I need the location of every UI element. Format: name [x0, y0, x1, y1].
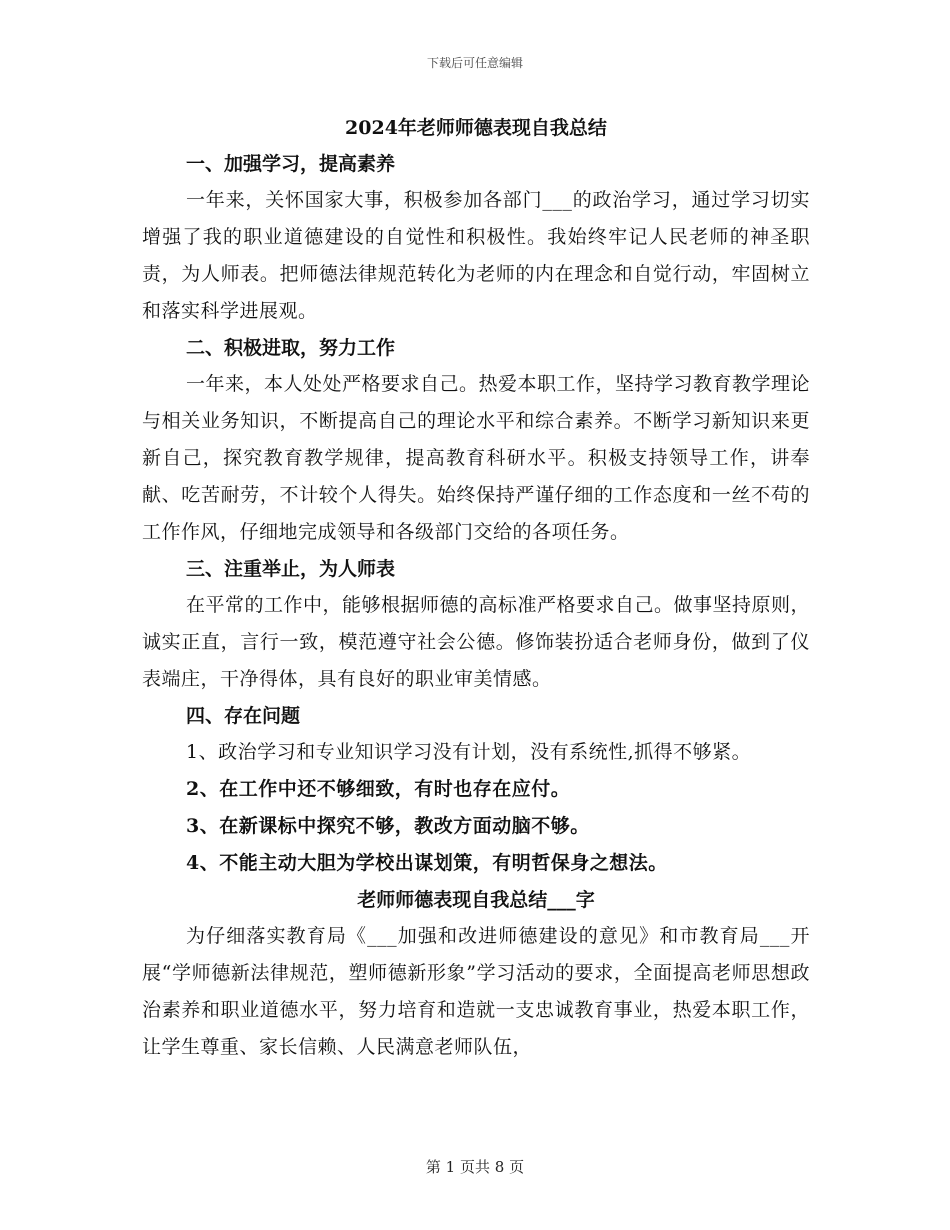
section-heading-1: 一、加强学习，提高素养	[186, 153, 396, 175]
section-heading-2: 二、积极进取，努力工作	[186, 337, 396, 359]
document-title: 2024年老师师德表现自我总结	[345, 117, 607, 139]
closing-paragraph: 为仔细落实教育局《___加强和改进师德建设的意见》和市教育局___开展“学师德新法律规范，塑师德新形象”学习活动的要求，全面提高老师思想政治素养和职业道德水平，努力培育和造就一支忠诚教育事业，热爱本职工作，让学生尊重、家长信赖、人民满意老师队伍，	[142, 925, 810, 1058]
section-heading-3: 三、注重举止，为人师表	[186, 558, 396, 580]
document-body	[142, 110, 810, 1066]
header-note: 下载后可任意编辑	[426, 56, 523, 70]
problems-heading: 四、存在问题	[186, 705, 301, 727]
problem-item-3: 3、在新课标中探究不够，教改方面动脑不够。	[186, 815, 590, 837]
page-number-footer: 第 1 页共 8 页	[425, 1158, 525, 1176]
section-paragraph-3: 在平常的工作中，能够根据师德的高标准严格要求自己。做事坚持原则，诚实正直，言行一致，模范遵守社会公德。修饰装扮适合老师身份，做到了仪表端庄，干净得体，具有良好的职业审美情感。	[142, 594, 811, 690]
problem-item-1: 1、政治学习和专业知识学习没有计划，没有系统性,抓得不够紧。	[186, 741, 752, 763]
problem-item-2: 2、在工作中还不够细致，有时也存在应付。	[186, 778, 571, 800]
section-paragraph-2: 一年来，本人处处严格要求自己。热爱本职工作，坚持学习教育教学理论与相关业务知识，不断提高自己的理论水平和综合素养。不断学习新知识来更新自己，探究教育教学规律，提高教育科研水平。积极支持领导工作，讲奉献、吃苦耐劳，不计较个人得失。始终保持严谨仔细的工作态度和一丝不苟的工作作风，仔细地完成领导和各级部门交给的各项任务。	[142, 373, 811, 543]
document-subtitle: 老师师德表现自我总结___字	[357, 889, 595, 911]
problem-item-4: 4、不能主动大胆为学校出谋划策，有明哲保身之想法。	[186, 852, 668, 874]
section-paragraph-1: 一年来，关怀国家大事，积极参加各部门___的政治学习，通过学习切实增强了我的职业道德建设的自觉性和积极性。我始终牢记人民老师的神圣职责，为人师表。把师德法律规范转化为老师的内在理念和自觉行动，牢固树立和落实科学进展观。	[142, 189, 810, 322]
